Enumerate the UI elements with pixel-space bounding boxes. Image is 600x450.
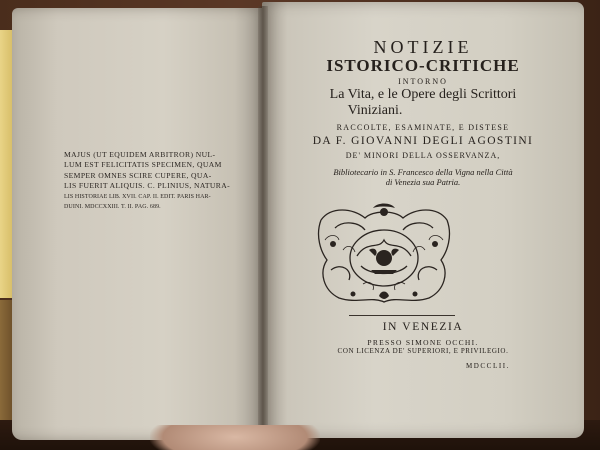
title-line-1: NOTIZIE xyxy=(373,37,473,57)
horizontal-rule xyxy=(349,315,455,316)
imprint-place: IN VENEZIA xyxy=(382,321,464,333)
finger-holding-page xyxy=(150,425,320,450)
order-line: DE' MINORI DELLA OSSERVANZA, xyxy=(345,151,501,160)
intorno-label: INTORNO xyxy=(398,77,448,86)
epigraph xyxy=(64,150,254,212)
subtitle-line-1: La Vita, e le Opere degli Scrittori xyxy=(329,87,517,102)
left-page xyxy=(12,8,265,440)
collected-line: RACCOLTE, ESAMINATE, E DISTESE xyxy=(336,123,510,132)
printers-ornament-vignette xyxy=(313,200,455,308)
epigraph-line: SEMPER OMNES SCIRE CUPERE, QUA- xyxy=(64,170,212,180)
title-line-2: ISTORICO-CRITICHE xyxy=(326,56,520,75)
librarian-line-1: Bibliotecario in S. Francesco della Vigna nella Città xyxy=(333,167,513,177)
author-line: DA F. GIOVANNI DEGLI AGOSTINI xyxy=(312,135,534,147)
year-line: MDCCLII. xyxy=(465,362,511,370)
subtitle-line-2: Viniziani. xyxy=(347,103,403,118)
privilege-line: CON LICENZA DE' SUPERIORI, E PRIVILEGIO. xyxy=(337,347,509,355)
librarian-line-2: di Venezia sua Patria. xyxy=(385,177,461,187)
epigraph-line: LIS FUERIT ALIQUIS. C. PLINIUS, NATURA- xyxy=(64,181,231,191)
epigraph-line: DUINI. MDCCXXIII. T. II. PAG. 689. xyxy=(64,204,161,211)
epigraph-line: LUM EST FELICITATIS SPECIMEN, QUAM xyxy=(64,160,222,170)
printer-line: PRESSO SIMONE OCCHI. xyxy=(367,338,479,347)
epigraph-line: LIS HISTORIAE LIB. XVII. CAP. II. EDIT. PARIS HAR- xyxy=(64,193,211,200)
epigraph-line: MAJUS (UT EQUIDEM ARBITROR) NUL- xyxy=(64,150,216,159)
